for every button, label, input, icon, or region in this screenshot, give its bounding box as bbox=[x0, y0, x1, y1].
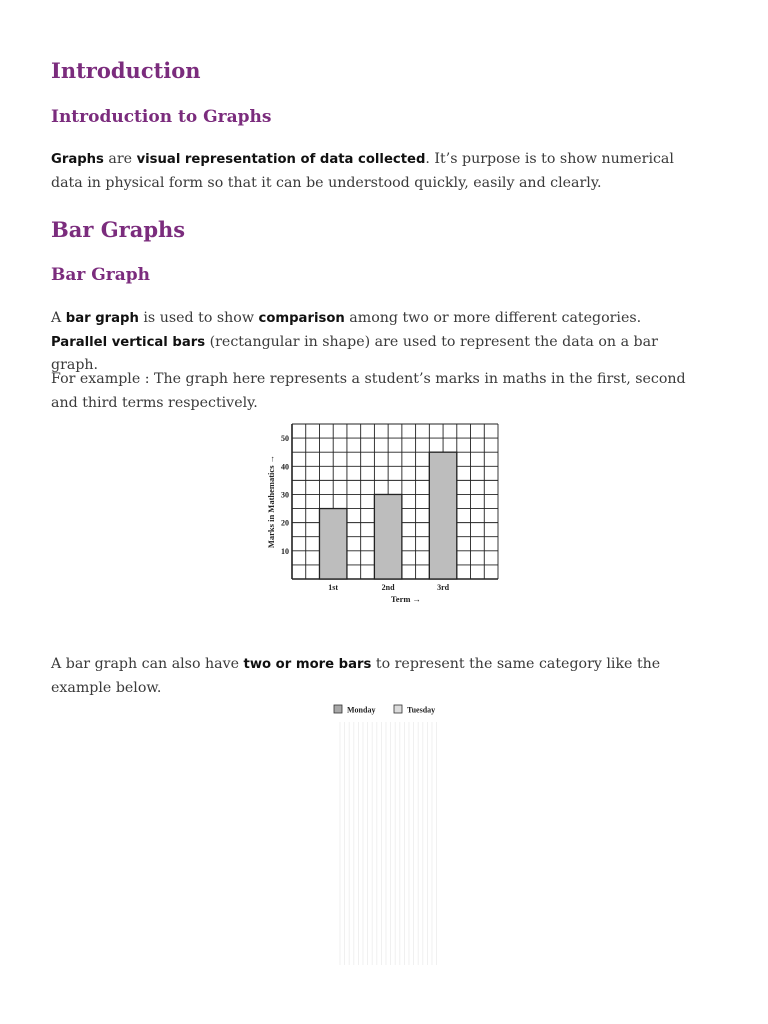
term-parallel-vertical-bars: Parallel vertical bars bbox=[51, 334, 206, 350]
heading-introduction: Introduction bbox=[51, 58, 201, 83]
term-graphs: Graphs bbox=[51, 152, 104, 167]
legend-swatch bbox=[334, 705, 342, 713]
term-visual-representation: visual representation of data collected bbox=[136, 152, 426, 167]
term-comparison: comparison bbox=[258, 311, 345, 326]
y-tick-label: 10 bbox=[281, 546, 289, 556]
y-tick-label: 20 bbox=[281, 518, 289, 528]
y-tick-labels bbox=[281, 434, 289, 556]
x-tick-label: 2nd bbox=[381, 583, 395, 592]
term-bar-graph: bar graph bbox=[65, 311, 139, 326]
legend-label: Tuesday bbox=[407, 705, 436, 715]
paragraph-example: For example : The graph here represents a student’s marks in maths in the first, second and third terms respectively. bbox=[51, 371, 686, 411]
y-tick-label: 40 bbox=[281, 462, 289, 472]
paragraph-two-or-more-bars: A bar graph can also have two or more bars to represent the same category like the example below. bbox=[51, 656, 661, 696]
y-axis-label: Marks in Mathematics → bbox=[266, 454, 276, 549]
bar bbox=[429, 452, 456, 579]
heading-bar-graphs: Bar Graphs bbox=[51, 217, 186, 242]
legend-swatch bbox=[394, 705, 402, 713]
paragraph-graphs-definition: Graphs are visual representation of data collected. It’s purpose is to show numerical data in physical form so that it can be understood quickly, easily and clearly. bbox=[51, 151, 674, 191]
chart-grid bbox=[340, 722, 437, 965]
bar bbox=[319, 509, 346, 579]
legend-label: Monday bbox=[347, 705, 376, 715]
y-tick-label: 50 bbox=[281, 434, 289, 444]
chart-legend bbox=[334, 705, 435, 715]
term-two-or-more-bars: two or more bars bbox=[243, 657, 372, 672]
x-tick-label: 1st bbox=[328, 583, 339, 592]
y-tick-label: 30 bbox=[281, 490, 289, 500]
paragraph-bar-graph-definition: A bar graph is used to show comparison among two or more different categories. Parallel vertical bars (rectangular in shape) are used to represent the data on a bar graph. bbox=[51, 310, 658, 373]
x-tick-label: 3rd bbox=[437, 583, 450, 592]
heading-bar-graph: Bar Graph bbox=[51, 265, 150, 285]
weekday-bar-chart bbox=[330, 700, 450, 965]
x-tick-labels bbox=[328, 583, 449, 592]
bar bbox=[374, 494, 401, 579]
heading-introduction-to-graphs: Introduction to Graphs bbox=[51, 107, 272, 127]
x-axis-label: Term → bbox=[390, 594, 422, 604]
marks-bar-chart bbox=[262, 420, 512, 610]
